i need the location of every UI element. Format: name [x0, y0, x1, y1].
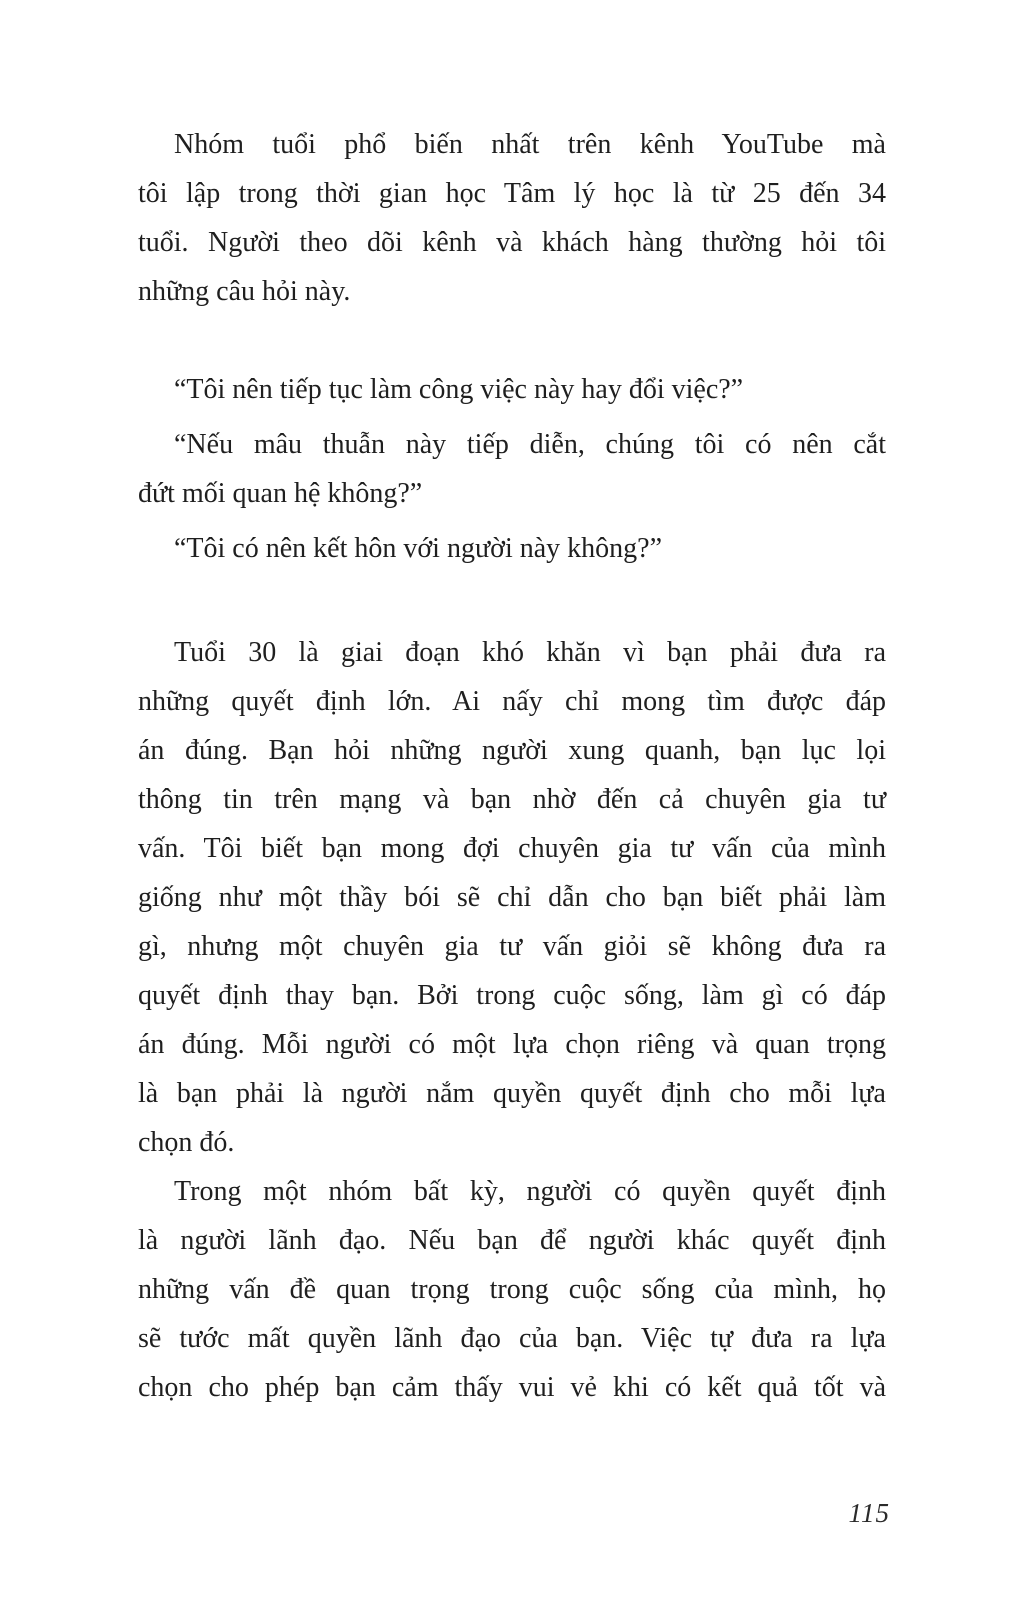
- quote-1: [138, 365, 886, 414]
- page-number: 115: [848, 1498, 890, 1528]
- text-line: đứt mối quan hệ không?”: [138, 478, 423, 509]
- text-line: là bạn phải là người nắm quyền quyết định cho mỗi lựa: [138, 1078, 886, 1109]
- text-line: sẽ tước mất quyền lãnh đạo của bạn. Việc tự đưa ra lựa: [138, 1323, 886, 1354]
- text-line: tôi lập trong thời gian học Tâm lý học là từ 25 đến 34: [138, 178, 886, 209]
- text-line: “Nếu mâu thuẫn này tiếp diễn, chúng tôi có nên cắt: [174, 429, 886, 460]
- page-content: [138, 120, 886, 1412]
- text-line: những câu hỏi này.: [138, 276, 351, 307]
- text-line: án đúng. Mỗi người có một lựa chọn riêng và quan trọng: [138, 1029, 886, 1060]
- paragraph-2: [138, 628, 886, 1167]
- text-line: tuổi. Người theo dõi kênh và khách hàng thường hỏi tôi: [138, 227, 886, 258]
- text-line: Trong một nhóm bất kỳ, người có quyền quyết định: [174, 1176, 886, 1207]
- text-line: Tuổi 30 là giai đoạn khó khăn vì bạn phải đưa ra: [174, 637, 886, 668]
- text-line: Nhóm tuổi phổ biến nhất trên kênh YouTube mà: [174, 129, 886, 160]
- text-line: thông tin trên mạng và bạn nhờ đến cả chuyên gia tư: [138, 784, 886, 815]
- text-line: giống như một thầy bói sẽ chỉ dẫn cho bạn biết phải làm: [138, 882, 886, 913]
- text-line: những vấn đề quan trọng trong cuộc sống của mình, họ: [138, 1274, 886, 1305]
- paragraph-3: [138, 1167, 886, 1412]
- paragraph-1: [138, 120, 886, 316]
- quote-2: [138, 420, 886, 518]
- text-line: chọn cho phép bạn cảm thấy vui vẻ khi có kết quả tốt và: [138, 1372, 886, 1403]
- text-line: những quyết định lớn. Ai nấy chỉ mong tìm được đáp: [138, 686, 886, 717]
- text-line: gì, nhưng một chuyên gia tư vấn giỏi sẽ không đưa ra: [138, 931, 886, 962]
- text-line: “Tôi có nên kết hôn với người này không?”: [174, 533, 663, 564]
- text-line: là người lãnh đạo. Nếu bạn để người khác quyết định: [138, 1225, 886, 1256]
- text-line: chọn đó.: [138, 1127, 235, 1158]
- text-line: “Tôi nên tiếp tục làm công việc này hay đổi việc?”: [174, 374, 744, 405]
- quote-3: [138, 524, 886, 573]
- text-line: án đúng. Bạn hỏi những người xung quanh, bạn lục lọi: [138, 735, 886, 766]
- text-line: quyết định thay bạn. Bởi trong cuộc sống, làm gì có đáp: [138, 980, 886, 1011]
- text-line: vấn. Tôi biết bạn mong đợi chuyên gia tư vấn của mình: [138, 833, 886, 864]
